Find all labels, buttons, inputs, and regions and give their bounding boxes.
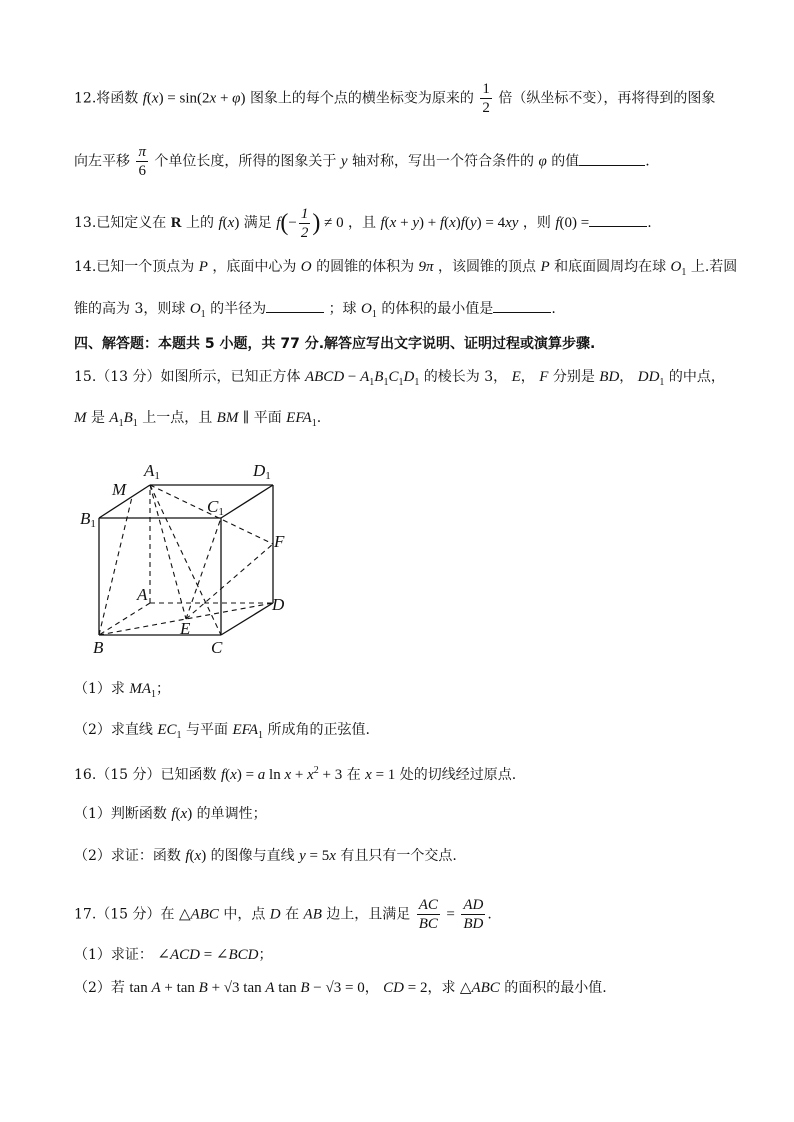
- functional-equation: f(x + y) + f(x)f(y) = 4xy: [380, 214, 519, 231]
- fraction-one-half: $\frac{1}{2}$: [482, 81, 490, 116]
- q15-line2: M 是 $A_1B_1$ 上一点，且 BM ∥ 平面 $EFA_1$.: [74, 410, 322, 429]
- q17-line1: 17.（15 分）在 △ABC 中，点 D 在 AB 边上，且满足 $\frac{AC}{BC}$ = $\frac{AD}{BD}$ .: [74, 897, 492, 932]
- q14-line1: 14.已知一个顶点为 P ，底面中心为 O 的圆锥的体积为 9π ，该圆锥的顶点 P 和底面圆周均在球 $O_1$ 上.若圆: [74, 259, 738, 278]
- label-A1: A1: [144, 461, 160, 482]
- edge-D1C1: [221, 485, 273, 518]
- label-M: M: [112, 480, 127, 499]
- q16-part1: （1）判断函数 f(x) 的单调性；: [74, 806, 267, 822]
- label-C: C: [211, 638, 223, 657]
- answer-blank[interactable]: [579, 151, 645, 166]
- cube-figure: [74, 455, 314, 660]
- segment-EC1: [186, 518, 221, 619]
- ratio-ad-bd: $\frac{AD}{BD}$: [463, 897, 484, 932]
- ratio-ac-bc: $\frac{AC}{BC}$: [418, 897, 438, 932]
- q16-line1: 16.（15 分）已知函数 f(x) = a $\ln x + x^2 + 3$ 在 x = 1 处的切线经过原点.: [74, 765, 517, 783]
- label-B: B: [93, 638, 104, 657]
- hidden-AB: [99, 603, 150, 635]
- q12-line1: 12.将函数 f(x) = sin(2x + φ) 图象上的每个点的横坐标变为原来的 $\frac{1}{2}$ 倍（纵坐标不变），再将得到的图象: [74, 81, 716, 116]
- q15-part1: （1）求 $MA_1$；: [74, 681, 171, 700]
- condition-formula: f(− $\frac{1}{2}$ ) ≠ 0: [276, 206, 344, 241]
- q15-line1: 15.（13 分）如图所示，已知正方体 ABCD − $A_1B_1C_1D_1$ 的棱长为 3， E， F 分别是 BD， $DD_1$ 的中点，: [74, 369, 725, 388]
- q15-part2: （2）求直线 $EC_1$ 与平面 $EFA_1$ 所成角的正弦值.: [74, 722, 370, 741]
- q12-line2: 向左平移 $\frac{\pi}{6}$ 个单位长度，所得的图象关于 y 轴对称，写出一个符合条件的 φ 的值 .: [74, 144, 650, 179]
- fraction-pi-over-6: $\frac{\pi}{6}$: [138, 144, 146, 179]
- label-D1: D1: [253, 461, 271, 482]
- q17-part2: （2）若 tan A + tan B + √3 tan A tan B − √3 = 0， CD = 2，求 △ABC 的面积的最小值.: [74, 980, 607, 996]
- section-heading: 四、解答题：本题共 5 小题，共 77 分.解答应写出文字说明、证明过程或演算步骤.: [74, 336, 596, 352]
- label-D: D: [272, 595, 285, 614]
- q17-part1: （1）求证： ∠ACD = ∠BCD；: [74, 947, 273, 963]
- answer-blank[interactable]: [493, 298, 551, 313]
- q14-line2: 锥的高为 3，则球 $O_1$ 的半径为 ；球 $O_1$ 的体积的最小值是 .: [74, 298, 556, 325]
- label-B1: B1: [80, 509, 96, 530]
- label-C1: C1: [207, 497, 224, 518]
- q13-line: 13.已知定义在 R 上的 f(x) 满足 f(− $\frac{1}{2}$ ) ≠ 0 ，且 f(x + y) + f(x)f(y) = 4xy ，则 f(0) = .: [74, 206, 652, 241]
- answer-blank[interactable]: [589, 212, 647, 227]
- formula-f: f(x) = sin(2x + φ): [142, 90, 246, 107]
- label-A: A: [137, 585, 148, 604]
- label-E: E: [180, 619, 191, 638]
- edge-DC: [221, 603, 273, 635]
- answer-blank[interactable]: [266, 298, 324, 313]
- segment-A1E: [150, 485, 186, 619]
- label-F: F: [274, 532, 285, 551]
- q16-part2: （2）求证：函数 f(x) 的图像与直线 y = 5x 有且只有一个交点.: [74, 848, 457, 864]
